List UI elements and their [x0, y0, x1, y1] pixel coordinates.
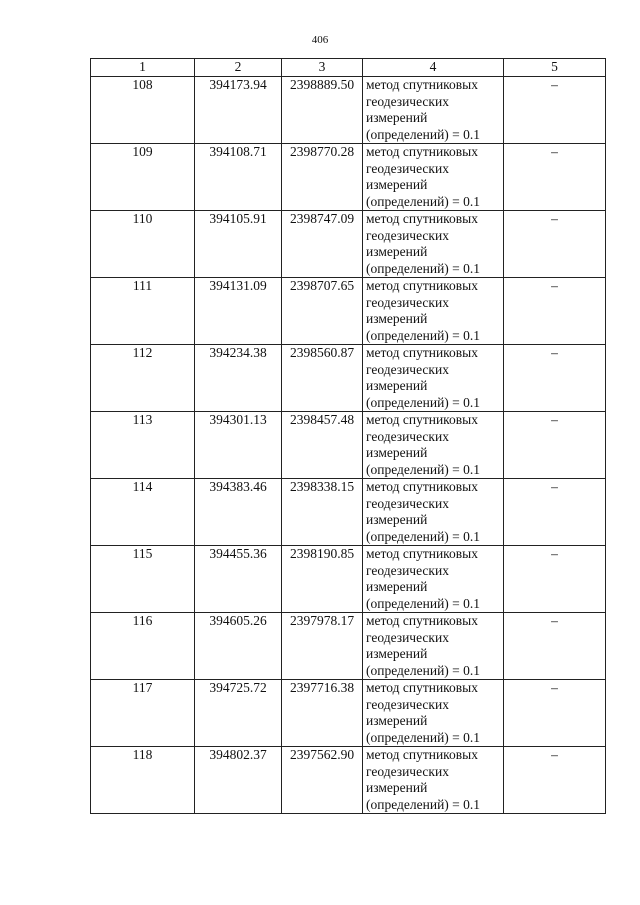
method-line: метод спутниковых — [366, 345, 478, 360]
method-line: геодезических — [366, 227, 449, 243]
method-line: геодезических — [366, 361, 449, 377]
column-5-cell: – — [504, 412, 606, 479]
method-line: (определений) = 0.1 — [366, 260, 481, 276]
table-body — [91, 77, 606, 814]
method-line: геодезических — [366, 696, 449, 712]
method-line: метод спутниковых — [366, 747, 478, 762]
table-row — [91, 345, 606, 412]
method-line: измерений — [366, 378, 428, 393]
method-line: измерений — [366, 780, 428, 795]
column-header-3: 3 — [282, 59, 363, 77]
column-header-4: 4 — [363, 59, 504, 77]
method-line: метод спутниковых — [366, 77, 478, 92]
method-line: (определений) = 0.1 — [366, 729, 481, 745]
y-coordinate-cell: 2398190.85 — [282, 546, 363, 613]
method-line: (определений) = 0.1 — [366, 662, 481, 678]
column-5-cell: – — [504, 278, 606, 345]
y-coordinate-cell: 2398707.65 — [282, 278, 363, 345]
table-header-row — [91, 59, 606, 77]
method-line: геодезических — [366, 93, 449, 109]
table-row — [91, 546, 606, 613]
y-coordinate-cell: 2397716.38 — [282, 680, 363, 747]
method-line: метод спутниковых — [366, 412, 478, 427]
y-coordinate-cell: 2398889.50 — [282, 77, 363, 144]
column-header-1: 1 — [91, 59, 195, 77]
x-coordinate-cell: 394301.13 — [195, 412, 282, 479]
x-coordinate-cell: 394802.37 — [195, 747, 282, 814]
method-line: метод спутниковых — [366, 144, 478, 159]
method-line: измерений — [366, 244, 428, 259]
method-line: (определений) = 0.1 — [366, 528, 481, 544]
point-number-cell: 109 — [91, 144, 195, 211]
method-line: геодезических — [366, 562, 449, 578]
method-line: метод спутниковых — [366, 278, 478, 293]
column-5-cell: – — [504, 747, 606, 814]
point-number-cell: 118 — [91, 747, 195, 814]
x-coordinate-cell: 394383.46 — [195, 479, 282, 546]
column-5-cell: – — [504, 479, 606, 546]
method-line: метод спутниковых — [366, 680, 478, 695]
y-coordinate-cell: 2398338.15 — [282, 479, 363, 546]
column-5-cell: – — [504, 77, 606, 144]
y-coordinate-cell: 2398457.48 — [282, 412, 363, 479]
method-line: метод спутниковых — [366, 546, 478, 561]
method-line: метод спутниковых — [366, 479, 478, 494]
method-line: метод спутниковых — [366, 613, 478, 628]
method-line: геодезических — [366, 763, 449, 779]
point-number-cell: 112 — [91, 345, 195, 412]
y-coordinate-cell: 2398560.87 — [282, 345, 363, 412]
method-line: геодезических — [366, 428, 449, 444]
table-row — [91, 412, 606, 479]
column-header-5: 5 — [504, 59, 606, 77]
table-row — [91, 77, 606, 144]
method-line: геодезических — [366, 629, 449, 645]
method-line: измерений — [366, 646, 428, 661]
point-number-cell: 113 — [91, 412, 195, 479]
point-number-cell: 111 — [91, 278, 195, 345]
x-coordinate-cell: 394455.36 — [195, 546, 282, 613]
table-row — [91, 680, 606, 747]
x-coordinate-cell: 394108.71 — [195, 144, 282, 211]
method-cell — [363, 412, 504, 479]
point-number-cell: 115 — [91, 546, 195, 613]
method-cell — [363, 747, 504, 814]
method-line: измерений — [366, 445, 428, 460]
method-cell — [363, 278, 504, 345]
method-line: (определений) = 0.1 — [366, 327, 481, 343]
method-line: измерений — [366, 579, 428, 594]
method-cell — [363, 211, 504, 278]
y-coordinate-cell: 2398770.28 — [282, 144, 363, 211]
column-5-cell: – — [504, 546, 606, 613]
method-cell — [363, 144, 504, 211]
column-5-cell: – — [504, 345, 606, 412]
table-row — [91, 211, 606, 278]
column-header-2: 2 — [195, 59, 282, 77]
x-coordinate-cell: 394725.72 — [195, 680, 282, 747]
method-cell — [363, 546, 504, 613]
table-row — [91, 747, 606, 814]
method-line: измерений — [366, 110, 428, 125]
method-line: измерений — [366, 512, 428, 527]
method-line: геодезических — [366, 294, 449, 310]
method-line: (определений) = 0.1 — [366, 595, 481, 611]
method-line: (определений) = 0.1 — [366, 126, 481, 142]
page-number: 406 — [311, 34, 329, 46]
method-line: геодезических — [366, 495, 449, 511]
x-coordinate-cell: 394234.38 — [195, 345, 282, 412]
point-number-cell: 116 — [91, 613, 195, 680]
y-coordinate-cell: 2398747.09 — [282, 211, 363, 278]
column-5-cell: – — [504, 613, 606, 680]
method-line: метод спутниковых — [366, 211, 478, 226]
x-coordinate-cell: 394605.26 — [195, 613, 282, 680]
method-cell — [363, 345, 504, 412]
method-line: (определений) = 0.1 — [366, 461, 481, 477]
point-number-cell: 108 — [91, 77, 195, 144]
method-line: (определений) = 0.1 — [366, 796, 481, 812]
column-5-cell: – — [504, 144, 606, 211]
x-coordinate-cell: 394173.94 — [195, 77, 282, 144]
table-row — [91, 144, 606, 211]
y-coordinate-cell: 2397562.90 — [282, 747, 363, 814]
table-row — [91, 613, 606, 680]
coordinates-table — [90, 58, 606, 814]
method-cell — [363, 680, 504, 747]
method-cell — [363, 613, 504, 680]
column-5-cell: – — [504, 680, 606, 747]
method-cell — [363, 479, 504, 546]
column-5-cell: – — [504, 211, 606, 278]
method-line: геодезических — [366, 160, 449, 176]
method-line: измерений — [366, 311, 428, 326]
point-number-cell: 117 — [91, 680, 195, 747]
method-line: измерений — [366, 713, 428, 728]
method-line: (определений) = 0.1 — [366, 394, 481, 410]
point-number-cell: 110 — [91, 211, 195, 278]
point-number-cell: 114 — [91, 479, 195, 546]
x-coordinate-cell: 394131.09 — [195, 278, 282, 345]
x-coordinate-cell: 394105.91 — [195, 211, 282, 278]
table-row — [91, 278, 606, 345]
method-cell — [363, 77, 504, 144]
table-row — [91, 479, 606, 546]
method-line: измерений — [366, 177, 428, 192]
method-line: (определений) = 0.1 — [366, 193, 481, 209]
y-coordinate-cell: 2397978.17 — [282, 613, 363, 680]
